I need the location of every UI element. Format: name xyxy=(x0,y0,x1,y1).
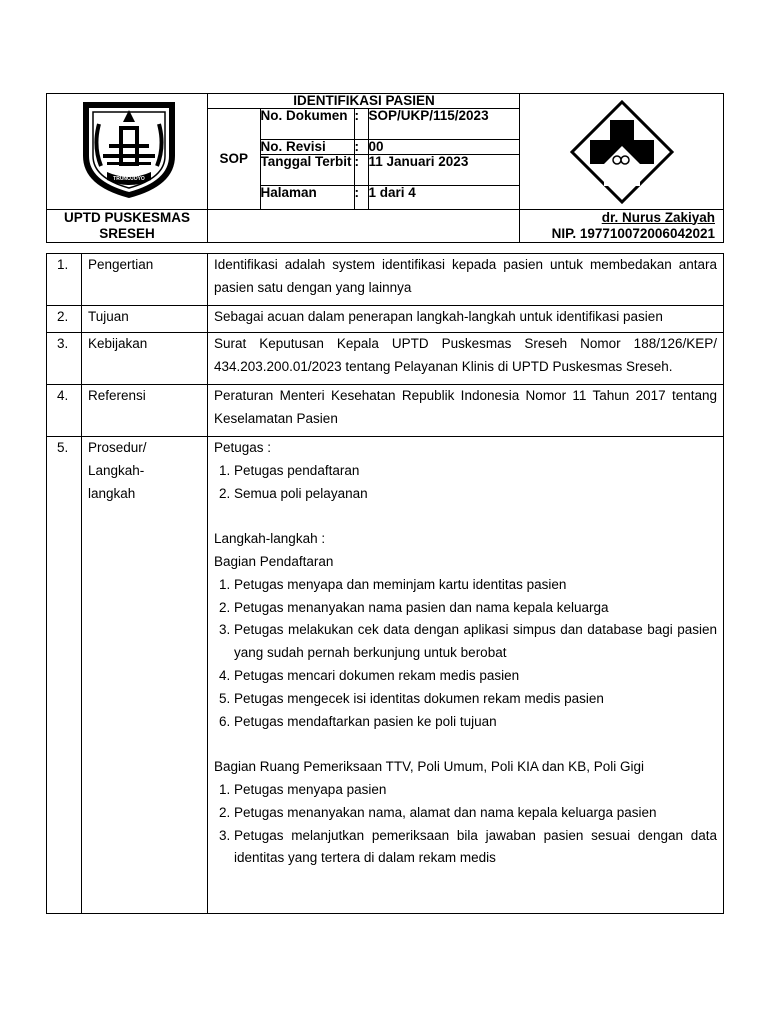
row-label: Kebijakan xyxy=(82,332,208,384)
list-item: 3. Petugas melanjutkan pemeriksaan bila jawaban pasien sesuai dengan data identitas yang tertera di dalam rekam medis xyxy=(234,825,717,871)
header-table xyxy=(46,93,724,243)
row-text: Sebagai acuan dalam penerapan langkah-langkah untuk identifikasi pasien xyxy=(208,306,724,333)
ruang-heading: Bagian Ruang Pemeriksaan TTV, Poli Umum, Poli KIA dan KB, Poli Gigi xyxy=(214,759,644,775)
organization-name: UPTD PUSKESMAS SRESEH xyxy=(47,209,208,242)
row-number: 1. xyxy=(47,254,82,306)
document-title: IDENTIFIKASI PASIEN xyxy=(208,94,520,109)
colon: : xyxy=(354,140,368,155)
row-label xyxy=(82,437,208,914)
row-number: 3. xyxy=(47,332,82,384)
petugas-list xyxy=(214,460,717,506)
row-label: Tujuan xyxy=(82,306,208,333)
table-row xyxy=(47,437,724,914)
no-revisi-label: No. Revisi xyxy=(260,140,354,155)
list-item: 1. Petugas pendaftaran xyxy=(234,460,717,483)
row-text: Identifikasi adalah system identifikasi kepada pasien untuk membedakan antara pasien satu dengan yang lainnya xyxy=(208,254,724,306)
colon: : xyxy=(354,186,368,209)
puskesmas-logo-cell xyxy=(520,94,724,210)
langkah-heading: Langkah-langkah : xyxy=(214,531,326,547)
procedure-content xyxy=(208,437,724,914)
row-text: Surat Keputusan Kepala UPTD Puskesmas Sreseh Nomor 188/126/KEP/ 434.203.200.01/2023 tentang Pelayanan Klinis di UPTD Puskesmas Sreseh. xyxy=(208,332,724,384)
row-label: Referensi xyxy=(82,384,208,436)
pendaftaran-heading: Bagian Pendaftaran xyxy=(214,553,334,569)
tanggal-terbit-value: 11 Januari 2023 xyxy=(368,155,520,186)
label-line: langkah xyxy=(88,485,136,501)
sop-content-table xyxy=(46,253,724,914)
list-item: 2. Petugas menanyakan nama, alamat dan nama kepala keluarga pasien xyxy=(234,802,717,825)
row-text: Peraturan Menteri Kesehatan Republik Indonesia Nomor 11 Tahun 2017 tentang Keselamatan Pasien xyxy=(208,384,724,436)
list-item: 2. Semua poli pelayanan xyxy=(234,483,717,506)
list-item: 2. Petugas menanyakan nama pasien dan nama kepala keluarga xyxy=(234,597,717,620)
halaman-label: Halaman xyxy=(260,186,354,209)
no-dokumen-label: No. Dokumen xyxy=(260,109,354,140)
signer-block xyxy=(520,209,724,242)
list-item: 3. Petugas melakukan cek data dengan aplikasi simpus dan database bagi pasien yang sudah pernah berkunjung untuk berobat xyxy=(234,619,717,665)
table-row xyxy=(47,306,724,333)
colon: : xyxy=(354,109,368,140)
row-number: 2. xyxy=(47,306,82,333)
label-line: Langkah- xyxy=(88,462,145,478)
no-dokumen-value: SOP/UKP/115/2023 xyxy=(368,109,520,140)
petugas-heading: Petugas : xyxy=(214,440,272,455)
logo-cell xyxy=(47,94,208,210)
row-label: Pengertian xyxy=(82,254,208,306)
list-item: 1. Petugas menyapa dan meminjam kartu identitas pasien xyxy=(234,574,717,597)
label-line: Prosedur/ xyxy=(88,440,147,455)
title-cell xyxy=(208,94,520,210)
no-revisi-value: 00 xyxy=(368,140,520,155)
colon: : xyxy=(354,155,368,186)
list-item: 4. Petugas mencari dokumen rekam medis pasien xyxy=(234,665,717,688)
signer-name: dr. Nurus Zakiyah xyxy=(601,209,715,225)
regency-crest-logo xyxy=(73,96,185,200)
list-item: 1. Petugas menyapa pasien xyxy=(234,779,717,802)
signer-nip: NIP. 197710072006042021 xyxy=(551,225,715,241)
logo-lettering: TRUNOJOYO xyxy=(113,176,145,182)
ruang-steps xyxy=(214,779,717,870)
empty-cell xyxy=(208,209,520,242)
table-row xyxy=(47,332,724,384)
table-row xyxy=(47,254,724,306)
list-item: 5. Petugas mengecek isi identitas dokumen rekam medis pasien xyxy=(234,688,717,711)
tanggal-terbit-label: Tanggal Terbit xyxy=(260,155,354,186)
row-number: 5. xyxy=(47,437,82,914)
row-number: 4. xyxy=(47,384,82,436)
table-row xyxy=(47,384,724,436)
list-item: 6. Petugas mendaftarkan pasien ke poli tujuan xyxy=(234,711,717,734)
halaman-value: 1 dari 4 xyxy=(368,186,520,209)
sop-label: SOP xyxy=(208,109,260,209)
pendaftaran-steps xyxy=(214,574,717,734)
puskesmas-cross-logo xyxy=(570,100,674,204)
